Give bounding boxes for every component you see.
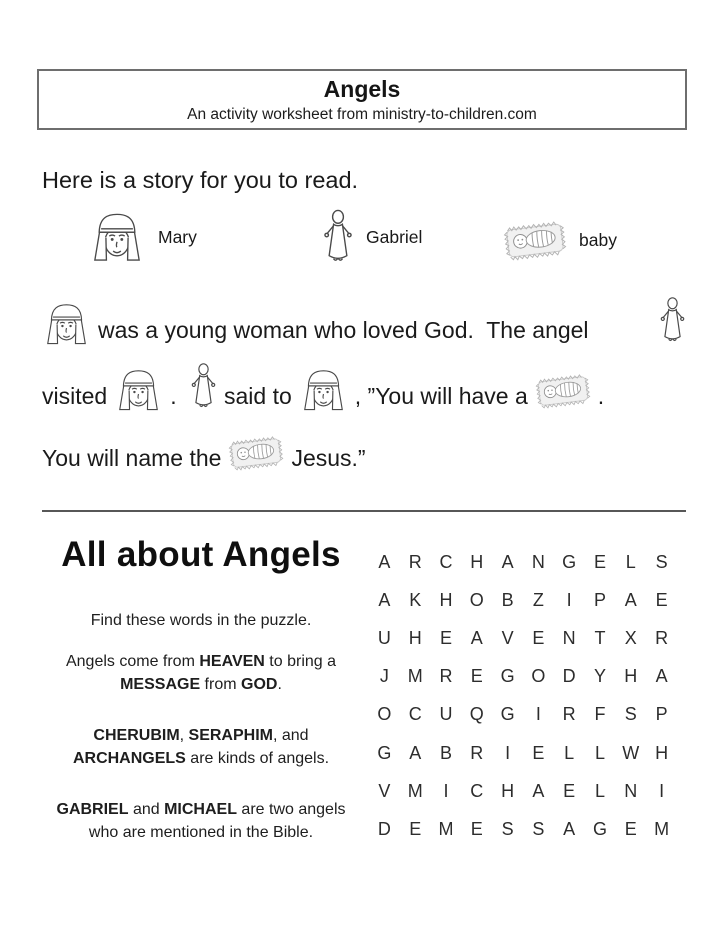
grid-letter: E xyxy=(470,818,483,839)
grid-letter: L xyxy=(594,742,605,763)
grid-letter: H xyxy=(439,589,453,610)
story-text: . xyxy=(597,382,605,409)
clue-text: Angels come from xyxy=(65,653,200,670)
gabriel-icon xyxy=(190,362,217,412)
baby-manger-icon xyxy=(228,433,284,473)
key-item-mary xyxy=(88,211,197,263)
grid-letter: Y xyxy=(593,666,606,687)
gabriel-icon xyxy=(322,209,354,266)
clue-word-bold: ARCHANGELS xyxy=(72,750,186,767)
grid-letter: S xyxy=(655,551,668,572)
clue-text: , and xyxy=(272,727,309,744)
story-intro: Here is a story for you to read. xyxy=(42,167,359,193)
grid-letter: O xyxy=(377,704,392,725)
puzzle-instruction: Find these words in the puzzle. xyxy=(90,612,312,629)
grid-letter: I xyxy=(566,589,572,610)
grid-letter: P xyxy=(655,704,668,725)
grid-letter: H xyxy=(470,551,484,572)
clue-text: who are mentioned in the Bible. xyxy=(88,824,314,841)
grid-letter: E xyxy=(439,627,452,648)
grid-letter: G xyxy=(377,742,392,763)
grid-letter: D xyxy=(562,666,576,687)
clue-text: . xyxy=(277,676,282,693)
clue-word-bold: HEAVEN xyxy=(199,653,265,670)
story-text: Jesus.” xyxy=(291,444,366,471)
grid-letter: E xyxy=(409,818,422,839)
grid-letter: S xyxy=(624,704,637,725)
grid-letter: M xyxy=(407,780,423,801)
grid-letter: C xyxy=(470,780,484,801)
word-search-grid xyxy=(369,543,677,849)
grid-letter: N xyxy=(562,627,576,648)
grid-letter: R xyxy=(470,742,484,763)
grid-letter: G xyxy=(562,551,577,572)
grid-letter: L xyxy=(594,780,605,801)
gabriel-icon xyxy=(659,296,686,346)
grid-letter: I xyxy=(443,780,449,801)
mary-icon xyxy=(88,211,146,263)
grid-letter: B xyxy=(439,742,452,763)
clue-word-bold: MICHAEL xyxy=(164,801,237,818)
baby-manger-icon xyxy=(503,218,567,263)
grid-letter: T xyxy=(594,627,606,648)
grid-letter: J xyxy=(379,666,389,687)
grid-letter: A xyxy=(624,589,637,610)
story-text: , ”You will have a xyxy=(354,382,528,409)
clue-text: from xyxy=(200,676,241,693)
grid-letter: Z xyxy=(532,589,544,610)
grid-letter: G xyxy=(500,704,515,725)
story-line xyxy=(42,362,604,412)
grid-letter: E xyxy=(532,627,545,648)
grid-letter: E xyxy=(655,589,668,610)
grid-letter: A xyxy=(378,551,391,572)
clue-word-bold: CHERUBIM xyxy=(93,727,180,744)
story-text: You will name the xyxy=(42,444,222,471)
section-divider xyxy=(42,510,686,512)
clue-paragraph xyxy=(40,650,362,696)
clue-word-bold: GABRIEL xyxy=(56,801,129,818)
grid-letter: H xyxy=(655,742,669,763)
mary-icon xyxy=(42,302,91,346)
grid-letter: L xyxy=(625,551,636,572)
grid-letter: E xyxy=(624,818,637,839)
grid-letter: E xyxy=(470,666,483,687)
story-text: said to xyxy=(223,382,292,409)
grid-letter: N xyxy=(531,551,545,572)
grid-letter: R xyxy=(408,551,422,572)
grid-letter: S xyxy=(501,818,514,839)
grid-letter: Q xyxy=(469,704,484,725)
grid-letter: A xyxy=(378,589,391,610)
story-text: visited xyxy=(42,382,108,409)
clue-text: , xyxy=(179,727,189,744)
key-label: baby xyxy=(579,230,617,250)
story-text: was a young woman who loved God. The angel xyxy=(98,316,589,343)
key-label: Mary xyxy=(158,226,197,247)
clue-word-bold: SERAPHIM xyxy=(188,727,273,744)
grid-letter: A xyxy=(532,780,545,801)
grid-letter: H xyxy=(501,780,515,801)
clue-word-bold: MESSAGE xyxy=(120,676,201,693)
story-line xyxy=(42,433,366,474)
grid-letter: I xyxy=(535,704,541,725)
page-title: Angels xyxy=(323,76,401,102)
grid-letter: O xyxy=(469,589,484,610)
grid-letter: K xyxy=(409,589,422,610)
grid-letter: C xyxy=(439,551,453,572)
grid-letter: D xyxy=(377,818,391,839)
grid-letter: V xyxy=(501,627,514,648)
story-line xyxy=(42,296,686,346)
baby-manger-icon xyxy=(535,371,591,411)
mary-icon xyxy=(114,368,163,412)
worksheet-header xyxy=(37,69,687,130)
key-label: Gabriel xyxy=(366,227,423,247)
grid-letter: F xyxy=(594,704,606,725)
grid-letter: C xyxy=(408,704,422,725)
puzzle-title: All about Angels xyxy=(61,535,341,574)
clue-paragraph xyxy=(40,724,362,770)
grid-letter: L xyxy=(564,742,575,763)
grid-letter: G xyxy=(592,818,607,839)
grid-letter: R xyxy=(562,704,576,725)
grid-letter: E xyxy=(532,742,545,763)
grid-letter: A xyxy=(470,627,483,648)
clue-text: are kinds of angels. xyxy=(185,750,330,767)
grid-letter: E xyxy=(593,551,606,572)
grid-letter: I xyxy=(659,780,665,801)
grid-letter: H xyxy=(408,627,422,648)
key-item-baby xyxy=(503,218,617,263)
grid-letter: G xyxy=(500,666,515,687)
puzzle-clues xyxy=(40,650,362,872)
grid-letter: A xyxy=(501,551,514,572)
grid-letter: X xyxy=(624,627,637,648)
grid-letter: A xyxy=(409,742,422,763)
grid-letter: A xyxy=(563,818,576,839)
key-item-gabriel xyxy=(322,209,422,266)
grid-letter: U xyxy=(377,627,391,648)
grid-letter: M xyxy=(407,666,423,687)
grid-letter: M xyxy=(654,818,670,839)
clue-text: are two angels xyxy=(236,801,346,818)
grid-letter: H xyxy=(624,666,638,687)
grid-letter: U xyxy=(439,704,453,725)
grid-letter: I xyxy=(505,742,511,763)
grid-letter: P xyxy=(593,589,606,610)
grid-letter: N xyxy=(624,780,638,801)
grid-letter: O xyxy=(531,666,546,687)
grid-letter: S xyxy=(532,818,545,839)
grid-letter: B xyxy=(501,589,514,610)
grid-letter: W xyxy=(622,742,640,763)
clue-text: to bring a xyxy=(264,653,337,670)
clue-word-bold: GOD xyxy=(241,676,278,693)
grid-letter: R xyxy=(655,627,669,648)
grid-letter: M xyxy=(438,818,454,839)
page-subtitle: An activity worksheet from ministry-to-children.com xyxy=(187,106,537,123)
grid-letter: R xyxy=(439,666,453,687)
grid-letter: E xyxy=(563,780,576,801)
clue-text: and xyxy=(128,801,165,818)
story-text: . xyxy=(170,382,183,409)
clue-paragraph xyxy=(40,798,362,844)
grid-letter: V xyxy=(378,780,391,801)
mary-icon xyxy=(299,368,348,412)
grid-letter: A xyxy=(655,666,668,687)
